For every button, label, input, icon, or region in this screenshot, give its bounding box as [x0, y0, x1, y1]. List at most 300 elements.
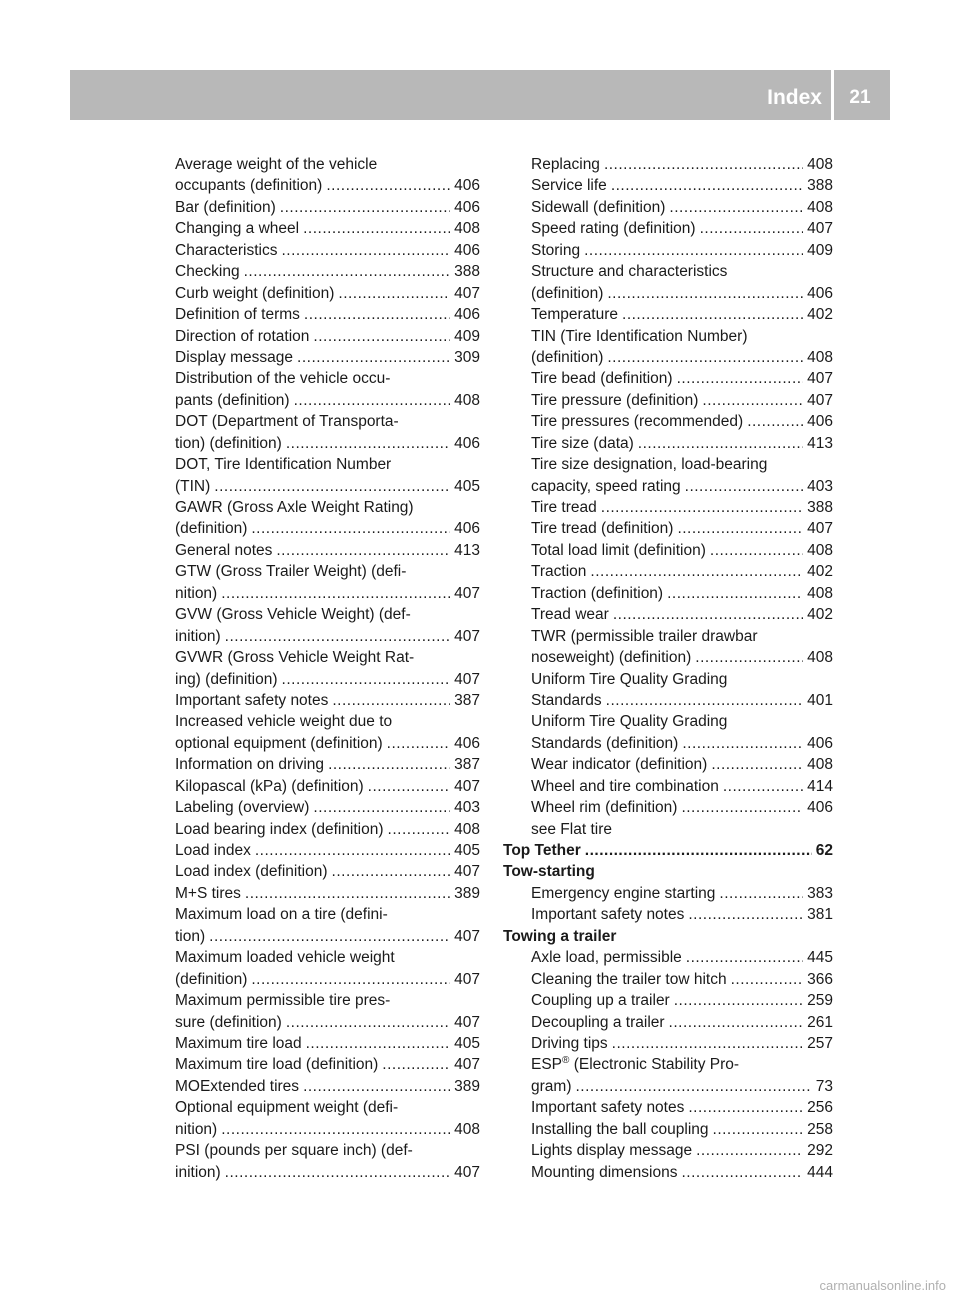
dot-leader [710, 540, 803, 561]
index-entry [531, 904, 833, 925]
index-entry [531, 1033, 833, 1054]
dot-leader [388, 819, 451, 840]
index-entry [175, 583, 480, 604]
entry-text: gram) [531, 1077, 572, 1095]
entry-text: Tire size (data) [531, 434, 634, 452]
page-ref: 408 [454, 820, 480, 838]
entry-text: optional equipment (definition) [175, 734, 383, 752]
index-entry [175, 1033, 480, 1054]
dot-leader [695, 647, 803, 668]
dot-leader [688, 904, 803, 925]
index-entry [531, 647, 833, 668]
index-entry [175, 926, 480, 947]
entry-text: TWR (permissible trailer drawbar [531, 627, 758, 645]
entry-text: GVWR (Gross Vehicle Weight Rat- [175, 649, 415, 667]
entry-text: capacity, speed rating [531, 477, 681, 495]
index-entry [531, 368, 833, 389]
entry-text: MOExtended tires [175, 1077, 300, 1095]
dot-leader [607, 347, 803, 368]
index-entry [175, 433, 480, 454]
index-entry [175, 819, 480, 840]
index-heading [503, 926, 833, 947]
entry-text: Traction [531, 563, 587, 581]
dot-leader [575, 1076, 811, 1097]
entry-text: Top Tether [503, 842, 581, 859]
index-entry [531, 819, 833, 840]
page-ref: 407 [454, 1163, 480, 1181]
page-ref: 402 [807, 606, 833, 624]
index-entry [531, 1162, 833, 1183]
index-column-left [175, 154, 480, 1183]
entry-text: Wheel and tire combination [531, 777, 719, 795]
entry-text: (TIN) [175, 477, 211, 495]
index-entry [531, 197, 833, 218]
page-ref: 408 [454, 391, 480, 409]
page-ref: 409 [454, 327, 480, 345]
dot-leader [682, 733, 803, 754]
page-ref: 407 [454, 584, 480, 602]
dot-leader [611, 175, 803, 196]
page-ref: 408 [454, 1120, 480, 1138]
dot-leader [382, 1054, 450, 1075]
dot-leader [282, 669, 451, 690]
page-ref: 388 [807, 499, 833, 516]
entry-text: DOT, Tire Identification Number [175, 456, 392, 474]
page-ref: 408 [807, 541, 833, 559]
index-entry [531, 326, 833, 347]
page-ref: 73 [815, 1077, 833, 1095]
index-entry [531, 518, 833, 539]
page-ref: 406 [454, 434, 480, 452]
page-ref: 381 [807, 906, 833, 924]
entry-text: Maximum permissible tire pres- [175, 992, 391, 1010]
dot-leader [332, 861, 451, 882]
page-ref: 408 [807, 198, 833, 216]
entry-text: Structure and characteristics [531, 263, 728, 281]
registered-mark: ® [562, 1055, 570, 1067]
page-ref: 408 [807, 756, 833, 774]
entry-text: Kilopascal (kPa) (definition) [175, 777, 364, 795]
dot-leader [280, 197, 450, 218]
index-entry [175, 540, 480, 561]
dot-leader [221, 583, 450, 604]
dot-leader [326, 175, 450, 196]
entry-text: Important safety notes [175, 691, 329, 709]
dot-leader [604, 154, 803, 175]
index-entry [175, 947, 480, 968]
dot-leader [286, 433, 450, 454]
page-ref: 408 [807, 649, 833, 667]
entry-text: sure (definition) [175, 1013, 282, 1031]
page-ref: 403 [807, 477, 833, 495]
dot-leader [303, 218, 450, 239]
page-ref: 389 [454, 884, 480, 902]
page-ref: 406 [454, 177, 480, 195]
entry-text: Characteristics [175, 241, 278, 259]
entry-text: Standards [531, 691, 602, 709]
entry-text: GTW (Gross Trailer Weight) (defi- [175, 563, 407, 581]
page-ref: 444 [807, 1163, 833, 1181]
index-entry [175, 240, 480, 261]
index-entry [175, 1076, 480, 1097]
entry-text: Maximum load on a tire (defini- [175, 906, 388, 924]
dot-leader [747, 411, 803, 432]
entry-text: Lights display message [531, 1142, 693, 1160]
entry-text: Tow-starting [503, 863, 595, 881]
dot-leader [702, 390, 803, 411]
index-entry [175, 626, 480, 647]
index-entry [531, 347, 833, 368]
entry-text: Important safety notes [531, 1099, 685, 1117]
entry-text: GAWR (Gross Axle Weight Rating) [175, 499, 414, 516]
entry-text: Standards (definition) [531, 734, 679, 752]
index-entry [531, 604, 833, 625]
page-ref: 383 [807, 884, 833, 902]
page-number: 21 [849, 87, 871, 108]
dot-leader [622, 304, 803, 325]
index-entry [175, 283, 480, 304]
index-entry [531, 261, 833, 282]
entry-text: Load index [175, 842, 251, 859]
entry-text: Driving tips [531, 1034, 608, 1052]
entry-text: Installing the ball coupling [531, 1120, 709, 1138]
entry-text: see Flat tire [531, 820, 612, 838]
index-entry [175, 776, 480, 797]
dot-leader [612, 1033, 803, 1054]
page-ref: 409 [807, 241, 833, 259]
page-ref: 406 [454, 198, 480, 216]
index-entry [531, 990, 833, 1011]
entry-text: Tire size designation, load-bearing [531, 456, 768, 474]
entry-text: Wheel rim (definition) [531, 799, 678, 817]
index-entry [531, 218, 833, 239]
dot-leader [713, 1119, 804, 1140]
entry-text: Towing a trailer [503, 927, 617, 945]
page-ref: 387 [454, 691, 480, 709]
entry-text: Temperature [531, 306, 619, 324]
index-entry [531, 476, 833, 497]
entry-text: occupants (definition) [175, 177, 323, 195]
index-entry [175, 368, 480, 389]
index-entry [531, 690, 833, 711]
page-ref: 445 [807, 949, 833, 967]
page-ref: 407 [454, 777, 480, 795]
index-entry [531, 1054, 833, 1075]
page-ref: 366 [807, 970, 833, 988]
dot-leader [681, 1162, 803, 1183]
index-entry [531, 1097, 833, 1118]
entry-text: Maximum loaded vehicle weight [175, 949, 395, 967]
entry-text: Average weight of the vehicle [175, 156, 378, 173]
watermark: carmanualsonline.info [819, 1278, 946, 1293]
entry-text: Bar (definition) [175, 198, 276, 216]
dot-leader [667, 583, 803, 604]
index-entry [531, 411, 833, 432]
index-entry [175, 561, 480, 582]
entry-text: Uniform Tire Quality Grading [531, 670, 728, 688]
dot-leader [674, 990, 803, 1011]
index-column-right [503, 154, 833, 1183]
index-entry [531, 754, 833, 775]
index-entry [175, 454, 480, 475]
dot-leader [225, 1162, 450, 1183]
entry-text: Service life [531, 177, 607, 195]
index-entry [175, 669, 480, 690]
index-entry [175, 990, 480, 1011]
entry-text: tion) [175, 927, 206, 945]
index-entry [175, 261, 480, 282]
entry-text: Replacing [531, 156, 600, 173]
dot-leader [251, 969, 450, 990]
dot-leader [696, 1140, 803, 1161]
dot-leader [328, 754, 450, 775]
entry-text: Distribution of the vehicle occu- [175, 370, 391, 388]
index-entry [175, 347, 480, 368]
index-entry [175, 390, 480, 411]
entry-text: TIN (Tire Identification Number) [531, 327, 748, 345]
dot-leader [368, 776, 450, 797]
dot-leader [313, 326, 450, 347]
dot-leader [286, 1012, 450, 1033]
page-ref: 388 [454, 263, 480, 281]
dot-leader [681, 797, 803, 818]
dot-leader [297, 347, 450, 368]
page-ref: 406 [807, 799, 833, 817]
page-ref: 407 [454, 284, 480, 302]
index-entry [175, 197, 480, 218]
dot-leader [209, 926, 450, 947]
index-entry [175, 861, 480, 882]
page-ref: 406 [454, 734, 480, 752]
page-ref: 401 [807, 691, 833, 709]
entry-text: noseweight) (definition) [531, 649, 692, 667]
entry-text: inition) [175, 1163, 221, 1181]
page-ref: 258 [807, 1120, 833, 1138]
dot-leader [688, 1097, 803, 1118]
entry-text: GVW (Gross Vehicle Weight) (def- [175, 606, 411, 624]
page-ref: 309 [454, 348, 480, 366]
entry-text: (definition) [175, 970, 248, 988]
page-ref: 256 [807, 1099, 833, 1117]
dot-leader [214, 476, 450, 497]
dot-leader [700, 218, 804, 239]
page-ref: 407 [807, 370, 833, 388]
index-entry [175, 754, 480, 775]
index-entry [531, 497, 833, 518]
entry-text: Load index (definition) [175, 863, 328, 881]
index-entry [531, 1140, 833, 1161]
index-entry [175, 647, 480, 668]
dot-leader [607, 283, 803, 304]
page-ref: 408 [807, 348, 833, 366]
entry-text: Cleaning the trailer tow hitch [531, 970, 727, 988]
index-entry [175, 1140, 480, 1161]
entry-text: Axle load, permissible [531, 949, 682, 967]
dot-leader [338, 283, 450, 304]
dot-leader [304, 304, 450, 325]
entry-text: Checking [175, 263, 240, 281]
page-ref: 406 [807, 284, 833, 302]
entry-text: Load bearing index (definition) [175, 820, 384, 838]
entry-text: Emergency engine starting [531, 884, 716, 902]
index-entry [175, 175, 480, 196]
entry-text: Increased vehicle weight due to [175, 713, 393, 731]
entry-text: DOT (Department of Transporta- [175, 413, 399, 431]
dot-leader [221, 1119, 450, 1140]
entry-text: Uniform Tire Quality Grading [531, 713, 728, 731]
index-entry [531, 583, 833, 604]
dot-leader [677, 368, 804, 389]
entry-text: ESP [531, 1056, 563, 1074]
page-ref: 407 [454, 1013, 480, 1031]
entry-text: M+S tires [175, 884, 241, 902]
page-ref: 414 [807, 777, 833, 795]
entry-text: (definition) [175, 520, 248, 538]
entry-text: Curb weight (definition) [175, 284, 335, 302]
dot-leader [251, 518, 450, 539]
index-heading [503, 840, 833, 861]
dot-leader [245, 883, 450, 904]
dot-leader [601, 497, 803, 518]
entry-text-cont: (Electronic Stability Pro- [569, 1056, 740, 1074]
index-entry [175, 497, 480, 518]
index-heading [503, 861, 833, 882]
entry-text: (definition) [531, 284, 604, 302]
page-ref: 402 [807, 563, 833, 581]
entry-text: Coupling up a trailer [531, 992, 670, 1010]
dot-leader [731, 969, 804, 990]
entry-text: PSI (pounds per square inch) (def- [175, 1142, 413, 1160]
index-entry [175, 604, 480, 625]
page-ref: 292 [807, 1142, 833, 1160]
index-entry [531, 626, 833, 647]
page-ref: 408 [807, 584, 833, 602]
index-entry [175, 969, 480, 990]
dot-leader [711, 754, 803, 775]
dot-leader [669, 197, 803, 218]
header-divider [831, 70, 834, 120]
entry-text: Important safety notes [531, 906, 685, 924]
dot-leader [638, 433, 803, 454]
dot-leader [613, 604, 803, 625]
page-ref: 408 [807, 156, 833, 173]
entry-text: General notes [175, 541, 273, 559]
dot-leader [723, 776, 803, 797]
index-entry [175, 154, 480, 175]
dot-leader [225, 626, 450, 647]
page-header [70, 70, 890, 120]
entry-text: Speed rating (definition) [531, 220, 696, 238]
index-entry [175, 883, 480, 904]
index-entry [531, 1012, 833, 1033]
index-entry [531, 154, 833, 175]
index-entry [175, 1162, 480, 1183]
entry-text: Changing a wheel [175, 220, 300, 238]
index-entry [531, 240, 833, 261]
entry-text: nition) [175, 584, 218, 602]
entry-text: pants (definition) [175, 391, 290, 409]
entry-text: Wear indicator (definition) [531, 756, 708, 774]
index-entry [531, 669, 833, 690]
page-ref: 406 [807, 413, 833, 431]
index-entry [531, 390, 833, 411]
dot-leader [294, 390, 451, 411]
page-ref: 402 [807, 306, 833, 324]
index-entry [175, 518, 480, 539]
page-ref: 406 [454, 306, 480, 324]
index-entry [531, 733, 833, 754]
dot-leader [606, 690, 803, 711]
page-ref: 257 [807, 1034, 833, 1052]
index-entry [531, 797, 833, 818]
index-entry [175, 476, 480, 497]
page-ref: 403 [454, 799, 480, 817]
dot-leader [685, 476, 803, 497]
index-entry [175, 1012, 480, 1033]
index-entry [531, 1076, 833, 1097]
entry-text: Traction (definition) [531, 584, 664, 602]
page-ref: 407 [454, 670, 480, 688]
entry-text: Display message [175, 348, 294, 366]
dot-leader [255, 840, 450, 861]
page-ref: 261 [807, 1013, 833, 1031]
page-ref: 407 [454, 627, 480, 645]
index-entry [175, 1097, 480, 1118]
index-entry [531, 1119, 833, 1140]
entry-text: Tire bead (definition) [531, 370, 673, 388]
index-entry [531, 711, 833, 732]
entry-text: Tread wear [531, 606, 609, 624]
dot-leader [686, 947, 803, 968]
page-ref: 413 [454, 541, 480, 559]
page-ref: 405 [454, 477, 480, 495]
index-entry [175, 797, 480, 818]
entry-text: Total load limit (definition) [531, 541, 706, 559]
dot-leader [585, 840, 812, 861]
entry-text: Decoupling a trailer [531, 1013, 665, 1031]
dot-leader [677, 518, 803, 539]
dot-leader [584, 240, 803, 261]
entry-text: Sidewall (definition) [531, 198, 666, 216]
page-ref: 407 [454, 863, 480, 881]
dot-leader [332, 690, 450, 711]
entry-text: Optional equipment weight (defi- [175, 1099, 399, 1117]
page-ref: 407 [454, 970, 480, 988]
dot-leader [244, 261, 451, 282]
entry-text: Maximum tire load (definition) [175, 1056, 379, 1074]
page-ref: 407 [807, 220, 833, 238]
page-ref: 406 [454, 520, 480, 538]
entry-text: Mounting dimensions [531, 1163, 678, 1181]
dot-leader [313, 797, 450, 818]
entry-text: Tire pressure (definition) [531, 391, 699, 409]
page-ref: 389 [454, 1077, 480, 1095]
entry-text: Direction of rotation [175, 327, 310, 345]
index-entry [175, 326, 480, 347]
index-entry [531, 883, 833, 904]
page-ref: 407 [807, 391, 833, 409]
index-entry [175, 304, 480, 325]
entry-text: Tire tread (definition) [531, 520, 674, 538]
index-entry [175, 904, 480, 925]
dot-leader [669, 1012, 804, 1033]
entry-text: Information on driving [175, 756, 325, 774]
index-entry [175, 840, 480, 861]
page-ref: 408 [454, 220, 480, 238]
dot-leader [276, 540, 450, 561]
entry-text: (definition) [531, 348, 604, 366]
index-entry [531, 454, 833, 475]
